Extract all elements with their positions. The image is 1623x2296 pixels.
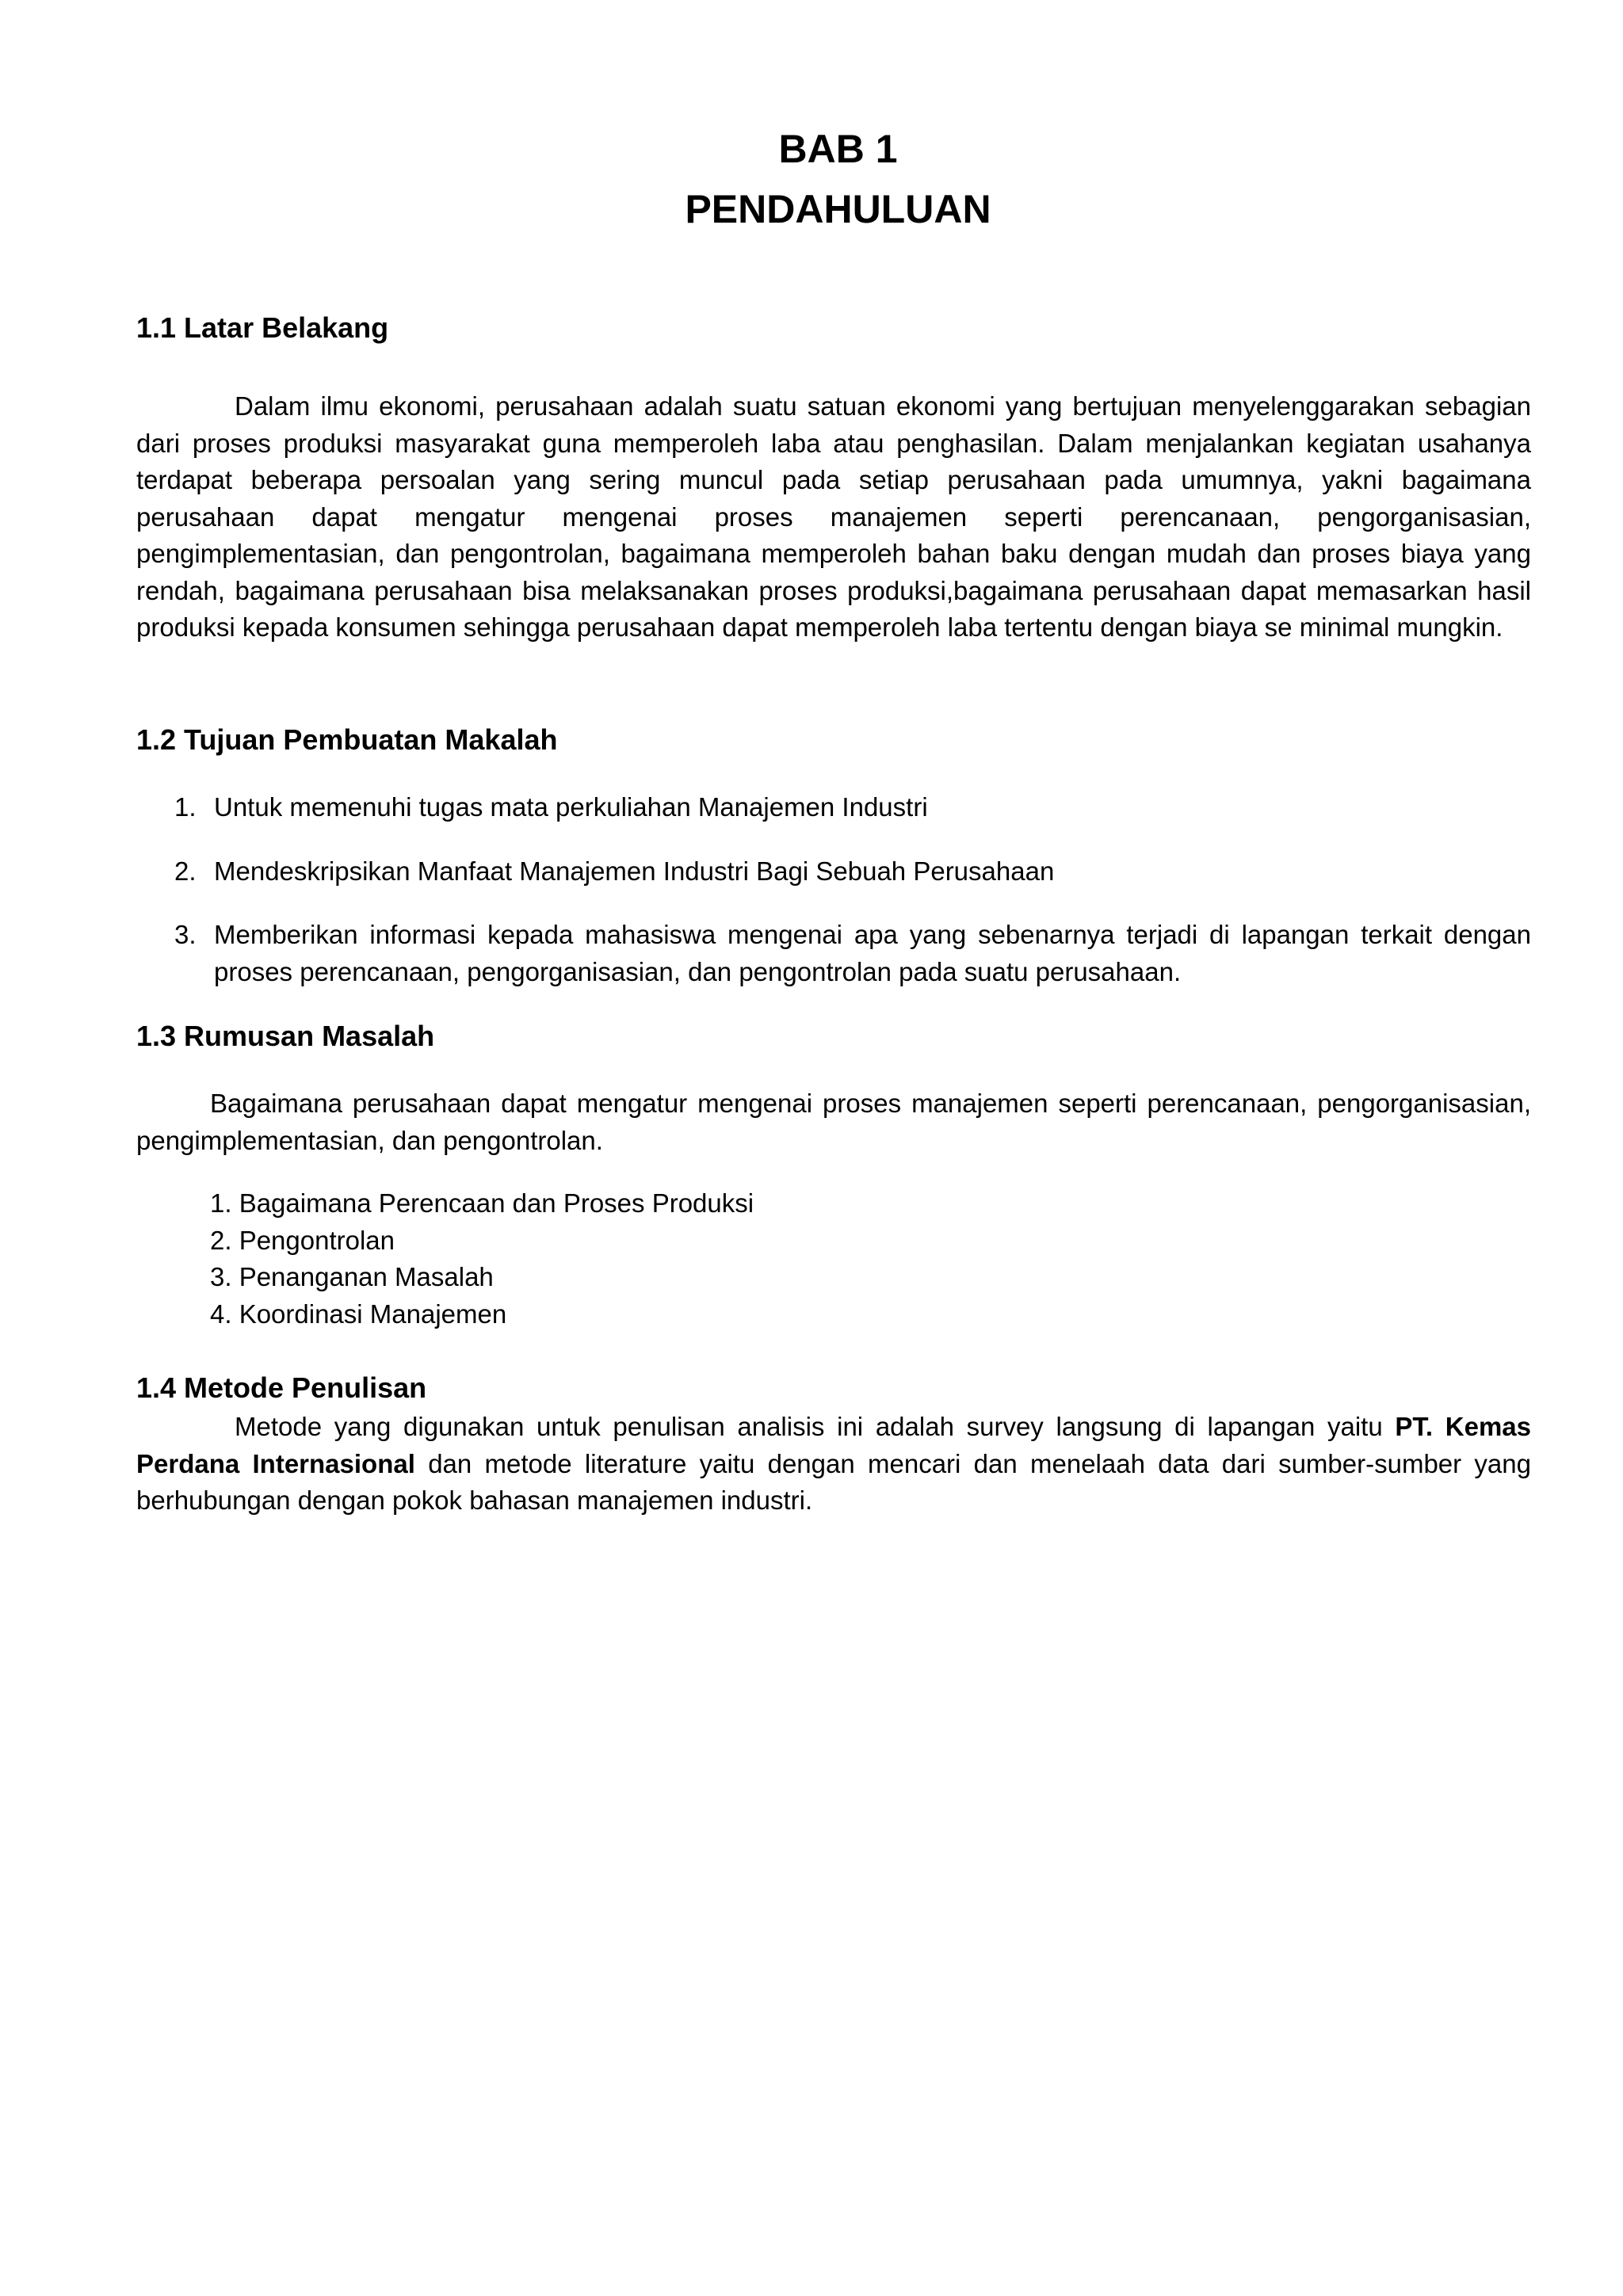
chapter-label: BAB 1 — [778, 127, 898, 171]
section-heading-latar-belakang: 1.1 Latar Belakang — [136, 311, 389, 344]
list-item: 4. Koordinasi Manajemen — [210, 1299, 507, 1329]
list-item-number: 2. — [174, 856, 197, 886]
list-item-text: Memberikan informasi kepada mahasiswa mengenai apa yang sebenarnya terjadi di lapangan terkait dengan proses perencanaan, pengorganisasian, dan pengontrolan pada suatu perusahaan. — [214, 920, 1531, 986]
rumusan-paragraph: Bagaimana perusahaan dapat mengatur mengenai proses manajemen seperti perencanaan, pengorganisasian, pengimplementasian, dan pengontrolan. — [136, 1089, 1531, 1155]
latar-belakang-paragraph: Dalam ilmu ekonomi, perusahaan adalah suatu satuan ekonomi yang bertujuan menyelenggarakan sebagian dari proses produksi masyarakat guna memperoleh laba atau penghasilan. Dalam menjalankan kegiatan usahanya terdapat beberapa persoalan yang sering muncul pada setiap perusahaan pada umumnya, yakni bagaimana perusahaan dapat mengatur mengenai proses manajemen seperti perencanaan, pengorganisasian, pengimplementasian, dan pengontrolan, bagaimana memperoleh bahan baku dengan mudah dan proses biaya yang rendah, bagaimana perusahaan bisa melaksanakan proses produksi,bagaimana perusahaan dapat memasarkan hasil produksi kepada konsumen sehingga perusahaan dapat memperoleh laba tertentu dengan biaya se minimal mungkin. — [136, 391, 1531, 642]
list-item-number: 1. — [174, 792, 197, 822]
list-item — [174, 917, 1531, 990]
list-item: 1. Bagaimana Perencaan dan Proses Produksi — [210, 1188, 754, 1218]
section-heading-rumusan: 1.3 Rumusan Masalah — [136, 1020, 435, 1052]
metode-text-after: dan metode literature yaitu dengan mencari dan menelaah data dari sumber-sumber yang berhubungan dengan pokok bahasan manajemen industri. — [136, 1448, 1531, 1515]
list-item — [174, 789, 1531, 826]
chapter-title: PENDAHULUAN — [685, 187, 991, 231]
list-item-number: 3. — [174, 920, 197, 949]
tujuan-list — [174, 789, 1531, 1017]
list-item-text: Untuk memenuhi tugas mata perkuliahan Manajemen Industri — [214, 792, 928, 822]
section-heading-metode: 1.4 Metode Penulisan — [136, 1371, 427, 1404]
rumusan-list — [210, 1185, 1319, 1333]
list-item-text: Mendeskripsikan Manfaat Manajemen Industri Bagi Sebuah Perusahaan — [214, 856, 1055, 886]
metode-text-before: Metode yang digunakan untuk penulisan analisis ini adalah survey langsung di lapangan yaitu — [235, 1412, 1396, 1441]
list-item: 2. Pengontrolan — [210, 1225, 395, 1255]
list-item: 3. Penanganan Masalah — [210, 1262, 494, 1291]
company-name: PT. Kemas Perdana Internasional — [136, 1412, 1531, 1478]
list-item — [174, 853, 1531, 891]
section-heading-tujuan: 1.2 Tujuan Pembuatan Makalah — [136, 723, 558, 756]
metode-paragraph — [136, 1409, 1531, 1520]
